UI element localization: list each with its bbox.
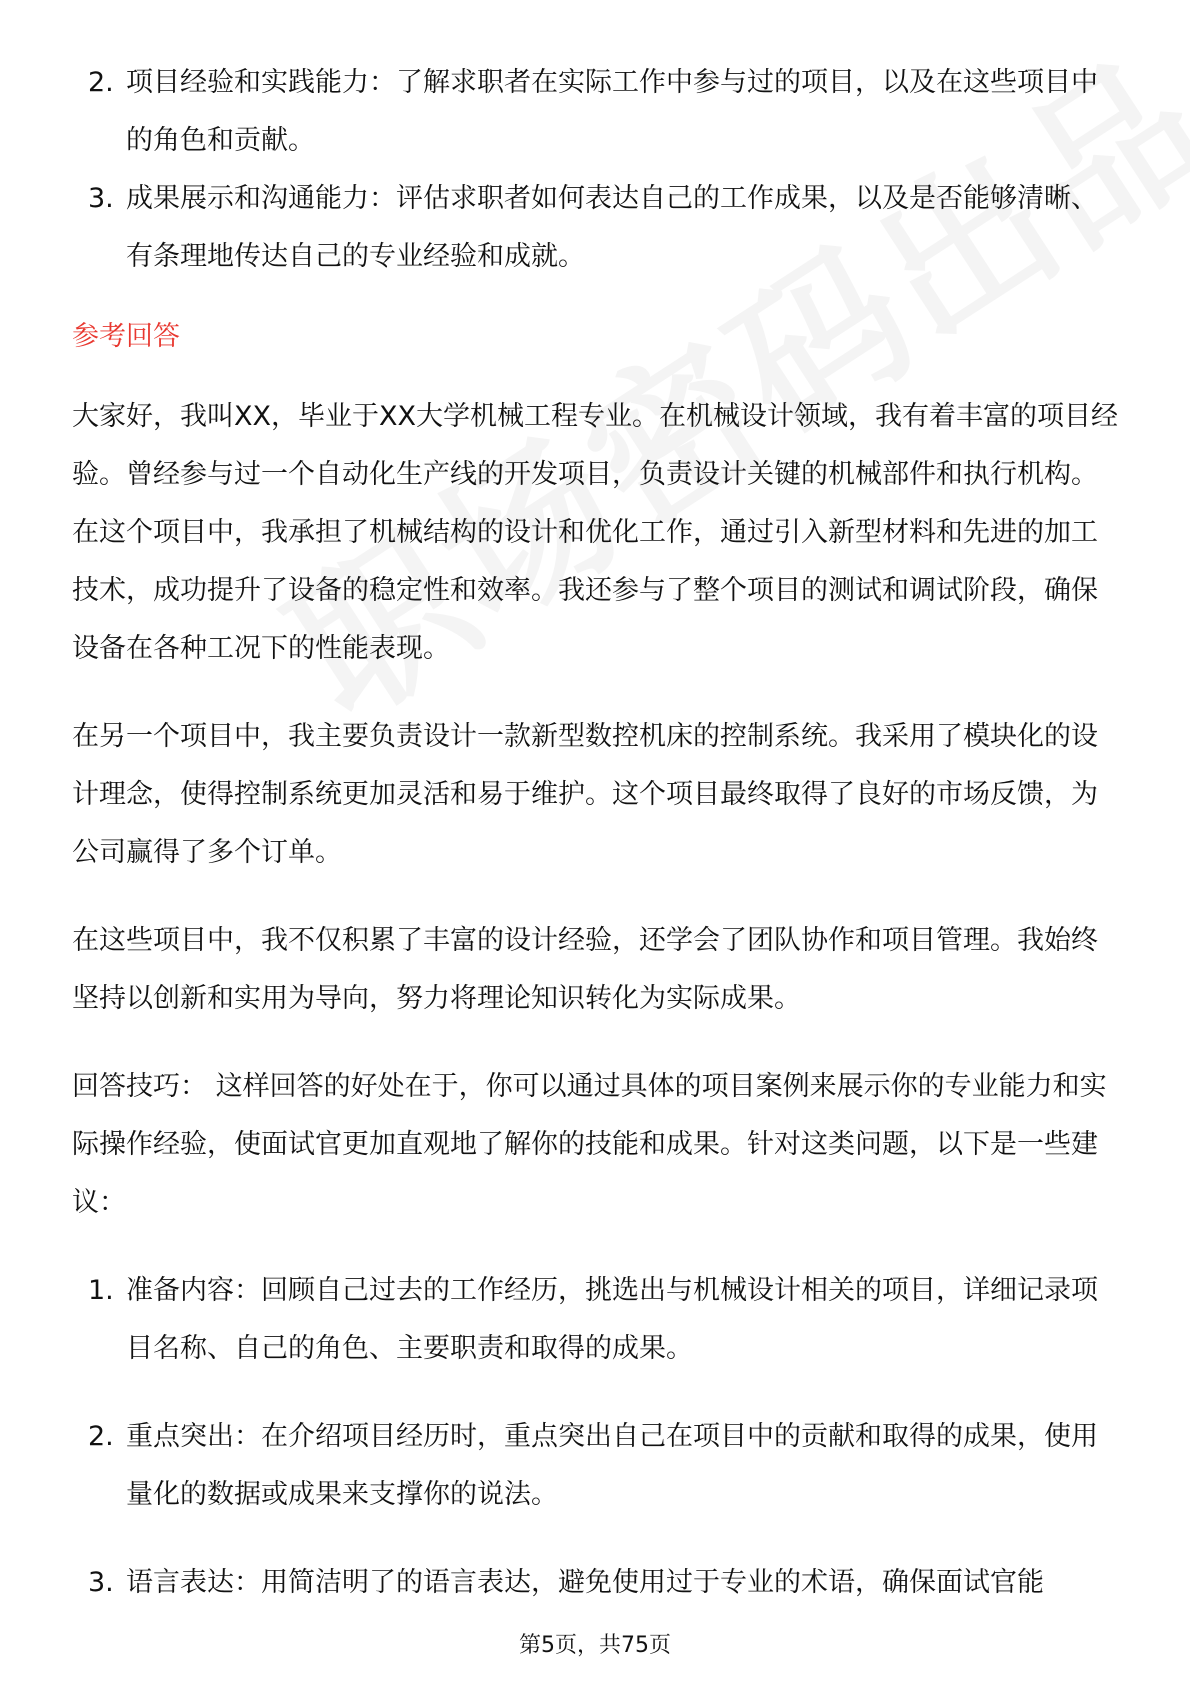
list-text: 准备内容：回顾自己过去的工作经历，挑选出与机械设计相关的项目，详细记录项目名称、自己的角色、主要职责和取得的成果。 [126,1275,1098,1364]
paragraph: 在这些项目中，我不仅积累了丰富的设计经验，还学会了团队协作和项目管理。我始终坚持以创新和实用为导向，努力将理论知识转化为实际成果。 [72,925,1098,1014]
list-text: 项目经验和实践能力：了解求职者在实际工作中参与过的项目，以及在这些项目中的角色和贡献。 [126,67,1098,156]
tips-list [72,1262,1122,1612]
list-number: 2. [88,67,114,98]
list-number: 1. [88,1275,114,1306]
section-heading: 参考回答 [72,321,180,352]
list-text: 成果展示和沟通能力：评估求职者如何表达自己的工作成果，以及是否能够清晰、有条理地传达自己的专业经验和成就。 [126,183,1098,272]
top-list [72,54,1122,286]
paragraph: 在另一个项目中，我主要负责设计一款新型数控机床的控制系统。我采用了模块化的设计理念，使得控制系统更加灵活和易于维护。这个项目最终取得了良好的市场反馈，为公司赢得了多个订单。 [72,721,1098,868]
list-item [72,170,1122,286]
list-item [72,1262,1122,1378]
page-content [72,54,1122,1642]
list-text: 语言表达：用简洁明了的语言表达，避免使用过于专业的术语，确保面试官能 [126,1567,1044,1598]
list-item [72,1408,1122,1524]
list-number: 3. [88,183,114,214]
page-footer: 第5页，共75页 [519,1633,671,1658]
list-text: 重点突出：在介绍项目经历时，重点突出自己在项目中的贡献和取得的成果，使用量化的数据或成果来支撑你的说法。 [126,1421,1098,1510]
list-number: 3. [88,1567,114,1598]
list-item [72,1554,1122,1612]
paragraph: 回答技巧： 这样回答的好处在于，你可以通过具体的项目案例来展示你的专业能力和实际操作经验，使面试官更加直观地了解你的技能和成果。针对这类问题，以下是一些建议： [72,1071,1107,1218]
list-number: 2. [88,1421,114,1452]
paragraph: 大家好，我叫XX，毕业于XX大学机械工程专业。在机械设计领域，我有着丰富的项目经验。曾经参与过一个自动化生产线的开发项目，负责设计关键的机械部件和执行机构。在这个项目中，我承担了机械结构的设计和优化工作，通过引入新型材料和先进的加工技术，成功提升了设备的稳定性和效率。我还参与了整个项目的测试和调试阶段，确保设备在各种工况下的性能表现。 [72,401,1118,664]
list-item [72,54,1122,170]
